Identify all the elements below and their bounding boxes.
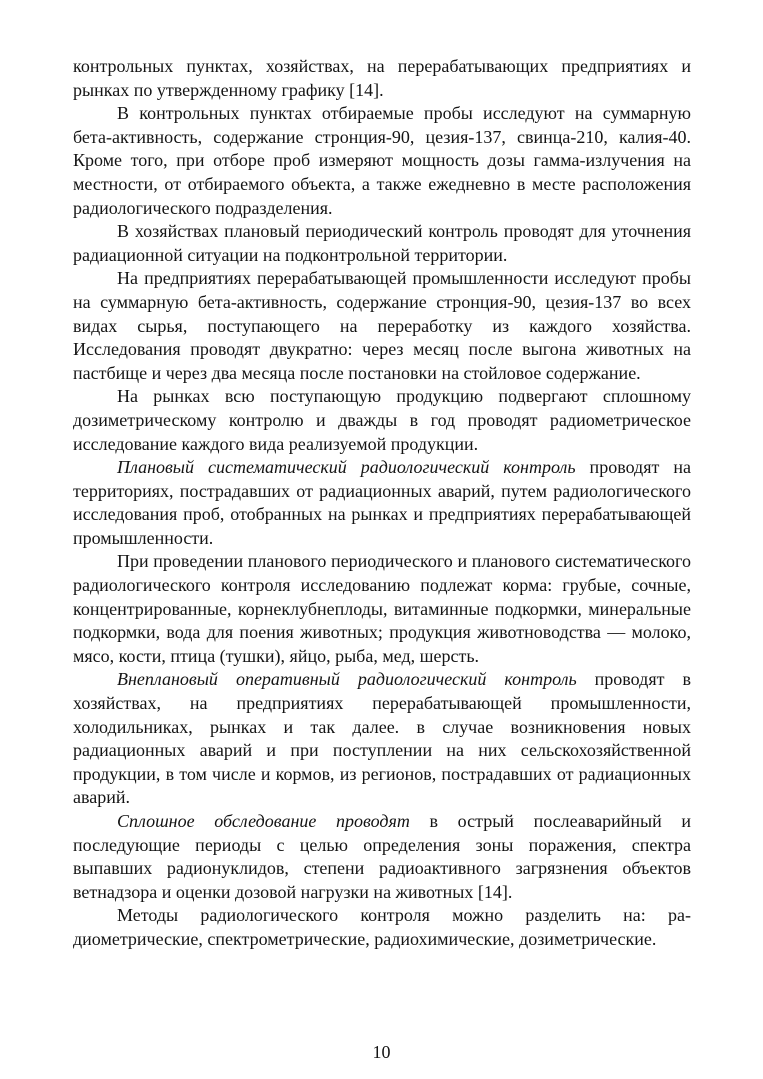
paragraph-text: В хозяйствах плановый периодический контроль проводят для уточнения радиационной ситуации на подконтрольной территории. xyxy=(73,221,691,265)
paragraph-text: контрольных пунктах, хозяйствах, на перерабатывающих предприятиях и рынках по утвержденному графику [14]. xyxy=(73,56,691,100)
paragraph xyxy=(73,220,691,267)
paragraph xyxy=(73,550,691,668)
paragraph-text: в острый послеаварийный и последующие периоды с целью определения зоны поражения, спектра выпавших радионуклидов, степени радиоактивного загрязнения объектов ветнадзора и оценки дозовой нагрузки на животных [14]. xyxy=(73,811,691,902)
italic-term: Сплошное обследование проводят xyxy=(117,811,410,831)
italic-term: Плановый систематический радиологический контроль xyxy=(117,457,576,478)
paragraph-text: проводят на территориях, пострадавших от радиационных аварий, путем радиологического исследования проб, отобранных на рынках и предприятиях перерабатывающей промышленности. xyxy=(73,457,691,548)
paragraph xyxy=(73,456,691,550)
paragraph-text: На рынках всю поступающую продукцию подвергают сплошному дозиметрическому контролю и дважды в год проводят радиометрическое исследование каждого вида реализуемой продукции. xyxy=(73,386,691,454)
paragraph-text: На предприятиях перерабатывающей промышленности исследуют пробы на суммарную бета-активность, содержание стронция-90, цезия-137 во всех видах сырья, поступающего на переработку из каждого хозяйства. Исследования проводят двукратно: через месяц после выгона животных на пастбище и через два месяца после постановки на стойловое содержание. xyxy=(73,268,691,383)
page-body xyxy=(73,55,691,952)
italic-term: Внеплановый оперативный радиологический контроль xyxy=(117,669,577,690)
paragraph xyxy=(73,810,691,904)
paragraph xyxy=(73,904,691,951)
paragraph xyxy=(73,102,691,220)
paragraph xyxy=(73,668,691,810)
paragraph-text: В контрольных пунктах отбираемые пробы исследуют на суммарную бета-активность, содержание стронция-90, цезия-137, свинца-210, калия-40. Кроме того, при отборе проб измеряют мощность дозы гамма-излучения на местности, от отбираемого объекта, а также ежедневно в месте расположения радиологического подразделения. xyxy=(73,103,691,218)
paragraph-text: При проведении планового периодического и планового систематического радиологического контроля исследованию подлежат корма: грубые, сочные, концентрированные, корнеклубнеплоды, витаминные подкормки, минеральные подкормки, вода для поения животных; продукция животноводства — молоко, мясо, кости, птица (тушки), яйцо, рыба, мед, шерсть. xyxy=(73,551,691,666)
paragraph-text: проводят в хозяйствах, на предприятиях перерабатывающей промышленности, холодильниках, рынках и так далее. в случае возникновения новых радиационных аварий и при поступлении на них сельскохозяйственной продукции, в том числе и кормов, из регионов, пострадавших от радиационных аварий. xyxy=(73,669,691,808)
page-number: 10 xyxy=(372,1042,391,1062)
paragraph xyxy=(73,55,691,102)
paragraph-text: Методы радиологического контроля можно разделить на: радиометрические, спектрометрические, радиохимические, дозиметрические. xyxy=(73,905,691,949)
paragraph xyxy=(73,385,691,456)
paragraph xyxy=(73,267,691,385)
